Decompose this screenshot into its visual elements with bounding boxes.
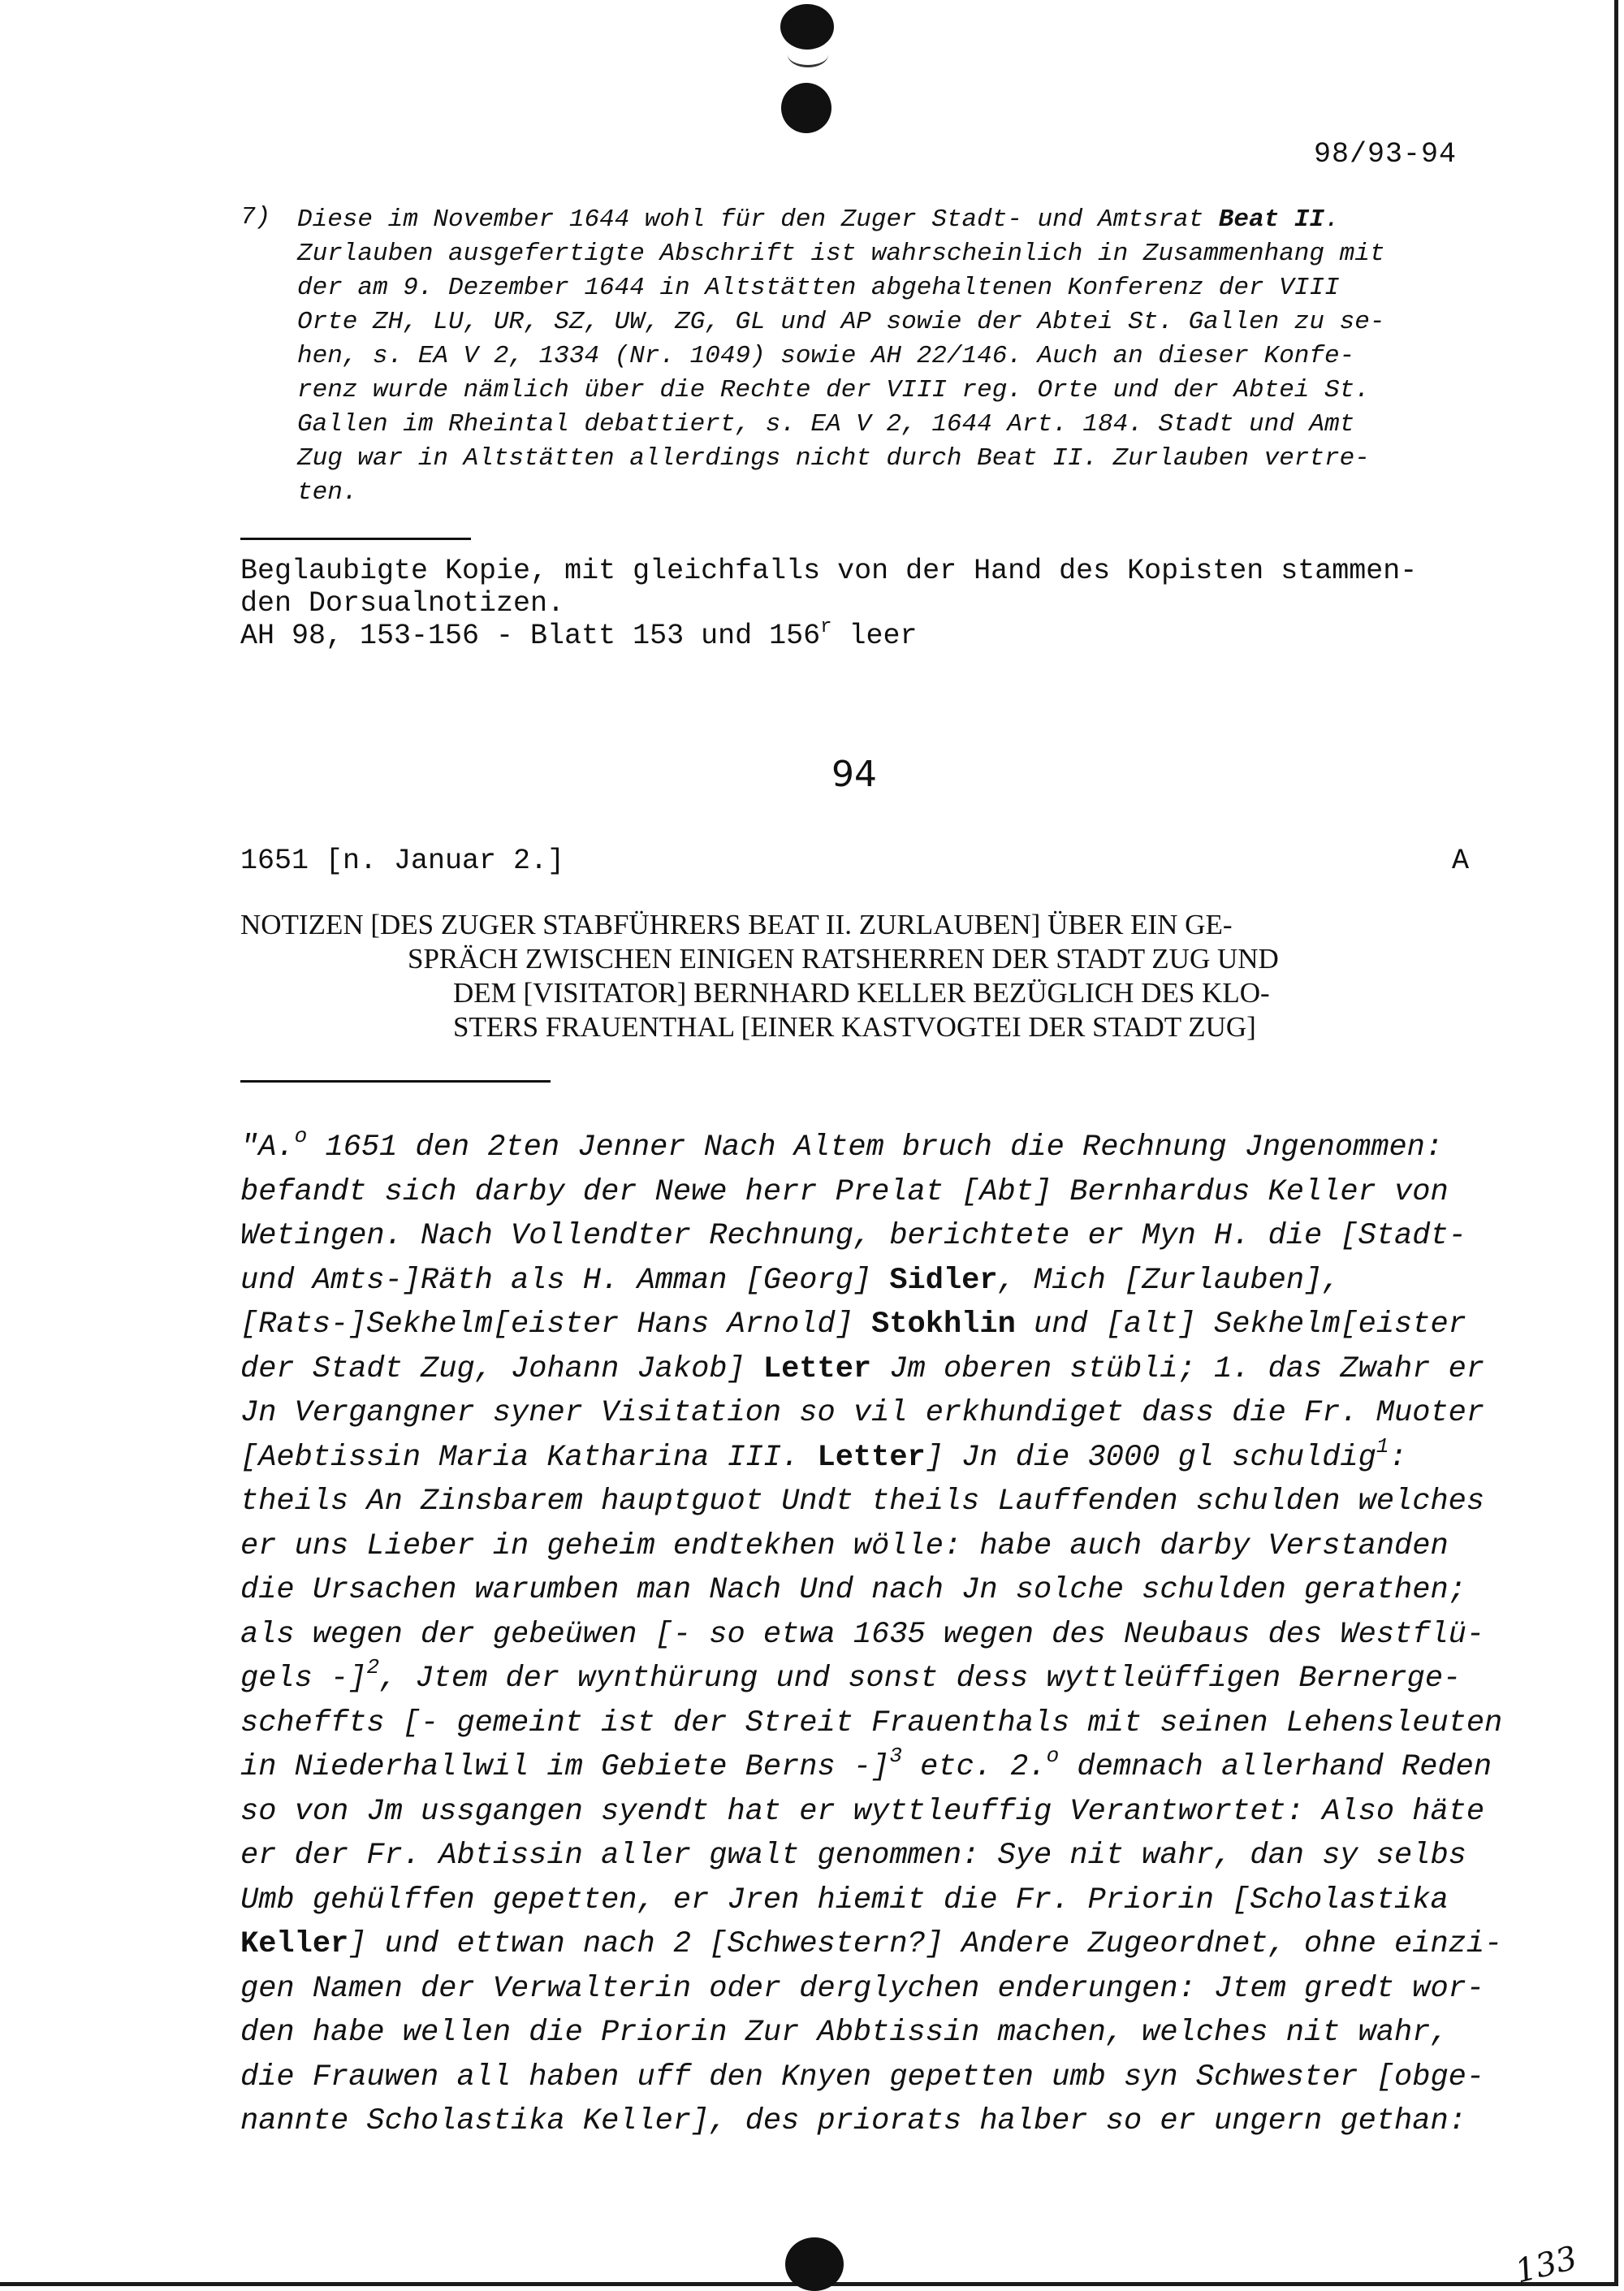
punch-hole-bottom [785, 2237, 844, 2291]
body-line: er der Fr. Abtissin aller gwalt genommen: Sye nit wahr, dan sy selbs [240, 1839, 1466, 1873]
document-title [240, 908, 1491, 1044]
footnote-line: Diese im November 1644 wohl für den Zuger Stadt- und Amtsrat Beat II. [297, 205, 1340, 234]
document-reference: 98/93-94 [1314, 138, 1458, 171]
body-line: die Frauwen all haben uff den Knyen gepetten umb syn Schwester [obge- [240, 2060, 1485, 2094]
body-line: als wegen der gebeüwen [- so etwa 1635 wegen des Neubaus des Westflü- [240, 1617, 1485, 1652]
footnote-text [297, 203, 1476, 510]
body-line: er uns Lieber in geheim endtekhen wölle: habe auch darby Verstanden [240, 1528, 1449, 1563]
body-line: der Stadt Zug, Johann Jakob] Letter Jm oberen stübli; 1. das Zwahr er [240, 1351, 1485, 1386]
punch-hole-upper [781, 83, 831, 133]
body-line: Jn Vergangner syner Visitation so vil erkhundiget dass die Fr. Muoter [240, 1396, 1485, 1430]
footnote-bold-name: Beat II [1218, 205, 1325, 234]
footnote-line: Gallen im Rheintal debattiert, s. EA V 2, 1644 Art. 184. Stadt und Amt [297, 410, 1355, 439]
body-line: gen Namen der Verwalterin oder derglychen enderungen: Jtem gredt wor- [240, 1971, 1485, 2006]
handwritten-page-number: 133 [1511, 2239, 1581, 2291]
body-line: "A.$^o$ 1651 den 2ten Jenner Nach Altem bruch die Rechnung Jngenommen: [240, 1124, 1444, 1165]
footnote-line: Zug war in Altstätten allerdings nicht durch Beat II. Zurlauben vertre- [297, 444, 1370, 473]
footnote-line: Orte ZH, LU, UR, SZ, UW, ZG, GL und AP sowie der Abtei St. Gallen zu se- [297, 308, 1385, 336]
title-divider [240, 1080, 551, 1083]
source-line-2: den Dorsualnotizen. [240, 587, 565, 620]
footnote-line: ten. [297, 478, 358, 507]
body-line: den habe wellen die Priorin Zur Abbtissin machen, welches nit wahr, [240, 2016, 1449, 2050]
title-line: DEM [VISITATOR] BERNHARD KELLER BEZÜGLICH DES KLO- [453, 977, 1270, 1009]
body-line: so von Jm ussgangen syendt hat er wyttleuffig Verantwortet: Also häte [240, 1794, 1485, 1829]
body-line: in Niederhallwil im Gebiete Berns -]$^3$ etc. 2.$^o$ demnach allerhand Reden [240, 1744, 1492, 1784]
body-line: theils An Zinsbarem hauptguot Undt theils Lauffenden schulden welches [240, 1485, 1485, 1519]
footnote-line: hen, s. EA V 2, 1334 (Nr. 1049) sowie AH 22/146. Auch an dieser Konfe- [297, 342, 1355, 370]
title-line: NOTIZEN [DES ZUGER STABFÜHRERS BEAT II. ZURLAUBEN] ÜBER EIN GE- [240, 909, 1233, 940]
footnote-line: Zurlauben ausgefertigte Abschrift ist wahrscheinlich in Zusammenhang mit [297, 240, 1385, 268]
source-note [240, 555, 1417, 652]
punch-hole-arc [788, 42, 828, 67]
body-line: die Ursachen warumben man Nach Und nach Jn solche schulden gerathen; [240, 1573, 1466, 1607]
document-mark: A [1452, 845, 1470, 877]
source-line-1: Beglaubigte Kopie, mit gleichfalls von der Hand des Kopisten stammen- [240, 555, 1418, 587]
title-line: SPRÄCH ZWISCHEN EINIGEN RATSHERREN DER STADT ZUG UND [408, 943, 1279, 975]
body-line: [Rats-]Sekhelm[eister Hans Arnold] Stokhlin und [alt] Sekhelm[eister [240, 1308, 1466, 1342]
body-line: Keller] und ettwan nach 2 [Schwestern?] Andere Zugeordnet, ohne einzi- [240, 1927, 1503, 1961]
body-line: nannte Scholastika Keller], des priorats halber so er ungern gethan: [240, 2104, 1466, 2138]
footnote-number: 7) [240, 203, 271, 231]
title-line: STERS FRAUENTHAL [EINER KASTVOGTEI DER STADT ZUG] [453, 1011, 1256, 1043]
body-line: scheffts [- gemeint ist der Streit Frauenthals mit seinen Lehensleuten [240, 1705, 1503, 1740]
body-line: gels -]$^2$, Jtem der wynthürung und sonst dess wyttleüffigen Bernerge- [240, 1655, 1462, 1696]
footnote-line: der am 9. Dezember 1644 in Altstätten abgehaltenen Konferenz der VIII [297, 274, 1340, 302]
body-line: befandt sich darby der Newe herr Prelat [Abt] Bernhardus Keller von [240, 1174, 1449, 1209]
body-line: [Aebtissin Maria Katharina III. Letter] Jn die 3000 gl schuldig$^1$: [240, 1433, 1407, 1475]
document-date: 1651 [n. Januar 2.] [240, 845, 565, 877]
body-line: Wetingen. Nach Vollendter Rechnung, berichtete er Myn H. die [Stadt- [240, 1219, 1466, 1253]
source-line-3: AH 98, 153-156 - Blatt 153 und 156$^r$ leer [240, 616, 918, 652]
transcription-body [240, 1124, 1503, 2144]
footnote-line: renz wurde nämlich über die Rechte der VIII reg. Orte und der Abtei St. [297, 376, 1370, 404]
document-number: 94 [831, 754, 877, 795]
footnote-divider [240, 538, 471, 540]
body-line: Umb gehülffen gepetten, er Jren hiemit die Fr. Priorin [Scholastika [240, 1883, 1449, 1917]
body-line: und Amts-]Räth als H. Amman [Georg] Sidler, Mich [Zurlauben], [240, 1263, 1341, 1298]
